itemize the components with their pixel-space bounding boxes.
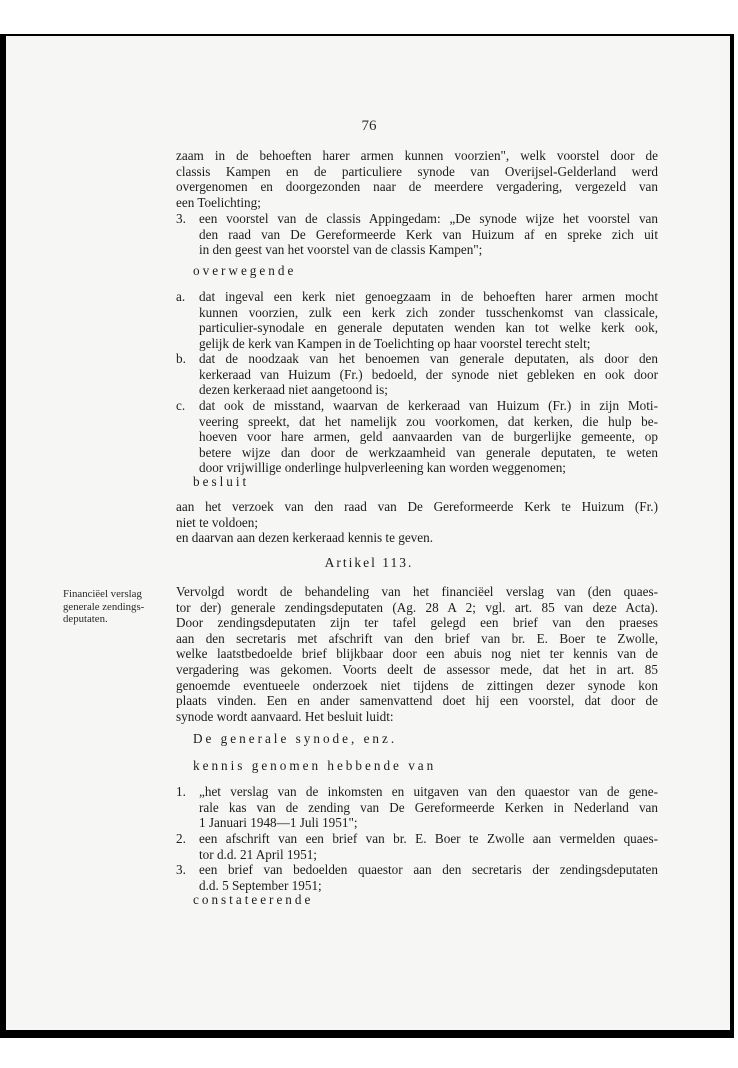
- item-letter: a.: [176, 289, 186, 304]
- item-number: 3.: [176, 862, 186, 877]
- margin-note-line: deputaten.: [63, 613, 108, 625]
- text-line: synode wordt aanvaard. Het besluit luidt:: [176, 708, 394, 724]
- text-line: kerkeraad van Huizum (Fr.) bedoeld, der synode niet gebleken en ook door: [199, 366, 658, 382]
- article-paragraph: [176, 584, 658, 724]
- overwegende-heading: overwegende: [193, 263, 297, 278]
- page-number: 76: [361, 118, 377, 134]
- text-line: classis Kampen en de particuliere synode van Overijsel-Gelderland werd: [176, 163, 658, 179]
- text-line: een Toelichting;: [176, 194, 261, 210]
- text-line: dezen kerkeraad niet aangetoond is;: [199, 382, 388, 398]
- intro-paragraph: [176, 148, 658, 210]
- kennis-line: kennis genomen hebbende van: [193, 758, 437, 773]
- text-line: plaats vinden. Een en ander samenvattend doet hij een voorstel, dat door de: [176, 693, 658, 709]
- item-number: 1.: [176, 784, 186, 799]
- text-line: kunnen voorzien, zulk een kerk zich zonder tusschenkomst van classicale,: [199, 304, 658, 320]
- text-line: „het verslag van de inkomsten en uitgaven van den quaestor van de gene-: [199, 784, 658, 799]
- besluit-heading: besluit: [193, 474, 250, 489]
- text-line: vergadering was gekomen. Voorts deelt de assessor mede, dat het in art. 85: [176, 661, 658, 677]
- article-heading: Artikel 113.: [324, 555, 414, 570]
- constateerende-heading: constateerende: [193, 892, 314, 907]
- text-line: een brief van bedoelden quaestor aan den secretaris der zendingsdeputaten: [199, 862, 658, 877]
- text-line: niet te voldoen;: [176, 514, 259, 530]
- text-line: tor d.d. 21 April 1951;: [199, 846, 317, 862]
- item-number: 2.: [176, 831, 186, 846]
- synod-line: De generale synode, enz.: [193, 731, 398, 746]
- text-line: den raad van De Gereformeerde Kerk van Huizum af en spreke zich uit: [199, 226, 658, 242]
- text-line: in den geest van het voorstel van de classis Kampen";: [199, 242, 483, 258]
- text-line: een afschrift van een brief van br. E. Boer te Zwolle aan vermelden quaes-: [199, 831, 658, 846]
- text-line: d.d. 5 September 1951;: [199, 877, 322, 893]
- text-line: overgenomen en doorgezonden naar de meerdere vergadering, vergezeld van: [176, 179, 658, 195]
- text-line: door vrijwillige onderlinge hulpverleening kan worden weggenomen;: [199, 460, 566, 476]
- item-letter: c.: [176, 398, 186, 413]
- text-line: genoemde eventueele onderzoek niet tijdens de zittingen dezer synode kon: [176, 677, 658, 693]
- item-letter: b.: [176, 351, 186, 366]
- item-number: 3.: [176, 211, 186, 226]
- text-line: een voorstel van de classis Appingedam: „De synode wijze het voorstel van: [199, 211, 658, 226]
- text-line: rale kas van de zending van De Gereformeerde Kerken in Nederland van: [199, 799, 658, 815]
- margin-note: [63, 588, 167, 626]
- text-line: dat ook de misstand, waarvan de kerkeraad van Huizum (Fr.) in zijn Moti-: [199, 398, 658, 413]
- text-line: aan den secretaris met afschrift van den brief van br. E. Boer te Zwolle,: [176, 630, 658, 646]
- decision-paragraph: [176, 499, 658, 546]
- text-line: en daarvan aan dezen kerkeraad kennis te geven.: [176, 530, 434, 546]
- margin-note-line: Financiëel verslag: [63, 588, 142, 600]
- text-line: gelijk de kerk van Kampen in de Toelichting op haar voorstel terecht stelt;: [199, 335, 591, 351]
- text-line: zaam in de behoeften harer armen kunnen voorzien", welk voorstel door de: [176, 148, 658, 163]
- text-line: dat de noodzaak van het benoemen van generale deputaten, als door den: [199, 351, 658, 366]
- margin-note-line: generale zendings-: [63, 600, 145, 613]
- text-line: Vervolgd wordt de behandeling van het financiëel verslag van (den quaes-: [176, 584, 658, 599]
- text-line: betere wijze dan door de werkzaamheid van generale deputaten, te weten: [199, 444, 658, 460]
- text-line: Door zendingsdeputaten zijn ter tafel gelegd een brief van den praeses: [176, 615, 658, 631]
- text-line: welke laatstbedoelde brief blijkbaar door een abuis nog niet ter kennis van de: [176, 646, 658, 662]
- text-line: hoeven voor hare armen, geld aanvaarden van de burgerlijke gemeente, op: [199, 429, 658, 445]
- text-line: veering spreekt, dat het namelijk zou voorkomen, dat kerken, die hulp be-: [199, 413, 658, 429]
- text-line: 1 Januari 1948—1 Juli 1951";: [199, 815, 358, 831]
- text-line: dat ingeval een kerk niet genoegzaam in de behoeften harer armen mocht: [199, 289, 658, 304]
- text-line: aan het verzoek van den raad van De Gereformeerde Kerk te Huizum (Fr.): [176, 499, 658, 514]
- text-line: tor der) generale zendingsdeputaten (Ag. 28 A 2; vgl. art. 85 van deze Acta).: [176, 599, 658, 615]
- text-line: particulier-synodale en generale deputaten wenden kan tot welke kerk ook,: [199, 320, 658, 336]
